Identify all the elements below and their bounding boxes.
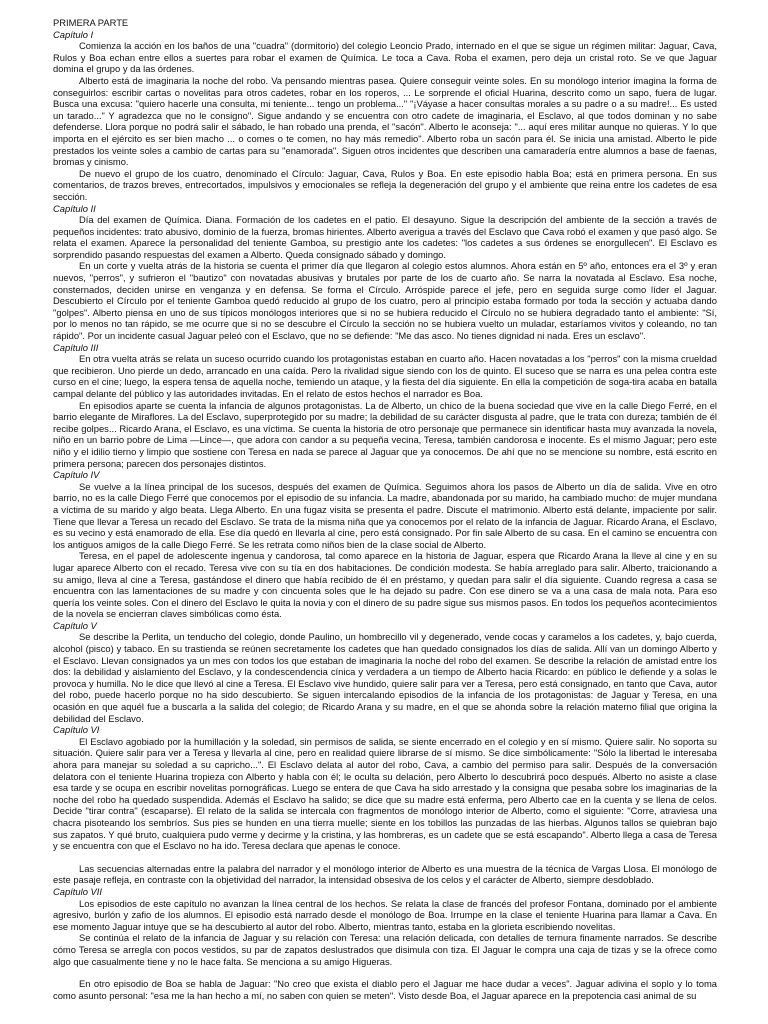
chapter-heading: Capítulo IV [53,469,100,481]
paragraph: En otro episodio de Boa se habla de Jaguar: "No creo que exista el diablo pero el Jaguar me hace dudar a veces". Jaguar adivina el soplo y lo toma como asunto personal: "esa me la han hecho a mí, no saben con quien se meten". Visto desde Boa, el Jaguar aparece en la prepotencia casi animal de su [53,978,717,1001]
paragraph-gap [53,852,717,863]
document-body [53,29,717,1002]
paragraph-gap [53,967,717,978]
paragraph: En un corte y vuelta atrás de la historia se cuenta el primer día que llegaron al colegio estos alumnos. Ahora están en 5º año, entonces era el 3º y eran nuevos, "perros", y sufrieron el "bautizo" con novatadas abusivas y brutales por parte de los de cuarto año. Se narra la novatada al Esclavo. Esa noche, consternados, deciden unirse en venganza y en defensa. Se forma el Círculo. Arróspide parece el jefe, pero en seguida surge como líder el Jaguar. Descubierto el Círculo por el teniente Gamboa quedó reducido al grupo de los cuatro, pero al principio estaba formado por toda la sección y actuaba dando "golpes". Alberto piensa en uno de sus típicos monólogos interiores que si no se hubiera reducido el Círculo no se hubiera degradado tanto el ambiente: "Sí, por lo menos no tan rápido, se me ocurre que si no se descubre el Círculo la sección no se hubiera vuelto un muladar, estaríamos vivitos y coleando, no tan rápido". Por un incidente casual Jaguar peleó con el Esclavo, que no se defiende: "Me das asco. No tienes dignidad ni nada. Eres un esclavo". [53,260,717,342]
paragraph: Teresa, en el papel de adolescente ingenua y candorosa, tal como aparece en la historia de Jaguar, espera que Ricardo Arana la lleve al cine y en su lugar aparece Alberto con el recado. Teresa vive con su tía en dos habitaciones. De condición modesta. Se había arreglado para salir. Alberto, traicionando a su amigo, lleva al cine a Teresa, gastándose el dinero que había recibido de él en préstamo, y quedan para salir el día siguiente. Cuando regresa a casa se encuentra con las lamentaciones de su madre y con cincuenta soles que le ha dejado su padre. Con ese dinero se va a una casa de mala nota. Para eso quería los veinte soles. Con el dinero del Esclavo le quita la novia y con el dinero de su padre sigue sus mismos pasos. En todos los pequeños acontecimientos de la novela se encierran claves simbólicas como ésta. [53,550,717,620]
paragraph: Se describe la Perlita, un tenducho del colegio, donde Paulino, un hombrecillo vil y degenerado, vende cocas y caramelos a los cadetes, y, bajo cuerda, alcohol (pisco) y tabaco. En su trastienda se reúnen secretamente los cadetes que han quedado consignados los días de salida. Allí van un domingo Alberto y el Esclavo. Llevan consignados ya un mes con todos los que estaban de imaginaria la noche del robo del examen. Se describe la relación de amistad entre los dos: la debilidad y aislamiento del Esclavo, y la condescendencia cínica y verdadera a un tiempo de Alberto hacia Ricardo: en público le defiende y a solas le provoca y humilla. No le dice que llevó al cine a Teresa. El Esclavo vive hundido, quiere salir para ver a Teresa, pero está consignado, en tanto que Cava, autor del robo, puede hacerlo porque no ha sido descubierto. Se siguen intercalando episodios de la infancia de los protagonistas: de Jaguar y Teresa, en una ocasión en que aquél fue a buscarla a la salida del colegio; de Ricardo Arana y su madre, en el que se ahonda sobre la relación materno filial que origina la debilidad del Esclavo. [53,631,717,724]
chapter-heading: Capítulo V [53,619,97,631]
chapter-heading: Capítulo I [53,28,94,40]
paragraph: Se vuelve a la línea principal de los sucesos, después del examen de Química. Seguimos ahora los pasos de Alberto un día de salida. Vive en otro barrio, no es la calle Diego Ferré que conocemos por el episodio de su infancia. La madre, abandonada por su marido, ha cambiado mucho: de mujer mundana a víctima de su marido y algo beata. Llega Alberto. En una fugaz visita se presenta el padre. Discute el matrimonio. Alberto está delante, impaciente por salir. Tiene que llevar a Teresa un recado del Esclavo. Se trata de la misma niña que ya conocemos por el relato de la infancia de Jaguar. Ricardo Arana, el Esclavo, es su vecino y está enamorado de ella. Ese día quedó en llevarla al cine, pero está consignado. Por fin sale Alberto de su casa. En el camino se encuentra con los antiguos amigos de la calle Diego Ferré. Se les retrata como niños bien de la clase social de Alberto. [53,480,717,550]
chapter-heading: Capítulo III [53,341,99,353]
paragraph: En episodios aparte se cuenta la infancia de algunos protagonistas. La de Alberto, un chico de la buena sociedad que vive en la calle Diego Ferré, en el barrio elegante de Miraflores. La del Esclavo, superprotegido por su madre; la debilidad de su carácter disgusta al padre, que le trata con dureza; también de él recibe golpes... Ricardo Arana, el Esclavo, es una víctima. Se cuenta la historia de otro personaje que permanece sin identificar hasta muy avanzada la novela, niño en un barrio pobre de Lima —Lince—, que adora con candor a su pequeña vecina, Teresa, también candorosa e inocente. Es el mismo Jaguar; pero este niño y el idilio tierno y limpio que sostiene con Teresa en nada se parece al Jaguar que ya conocemos. De ahí que no se mencione su nombre, está escrito en primera persona; parecen dos personajes distintos. [53,399,717,469]
paragraph: De nuevo el grupo de los cuatro, denominado el Círculo: Jaguar, Cava, Rulos y Boa. En este episodio habla Boa; está en primera persona. En sus comentarios, de trazos breves, entrecortados, impulsivos y emocionales se refleja la degeneración del grupo y el ambiente que reina entre los cadetes de esa sección. [53,167,717,202]
paragraph: Los episodios de este capítulo no avanzan la línea central de los hechos. Se relata la clase de francés del profesor Fontana, dominado por el ambiente agresivo, burlón y zafio de los alumnos. El episodio está narrado desde el monólogo de Boa. Irrumpe en la clase el teniente Huarina para llamar a Cava. En ese momento Jaguar intuye que se ha descubierto al autor del robo. Alberto, mientras tanto, estaba en la glorieta escribiendo novelitas. [53,897,717,932]
paragraph: Las secuencias alternadas entre la palabra del narrador y el monólogo interior de Alberto es una muestra de la técnica de Vargas Llosa. El monólogo de este pasaje refleja, en contraste con la objetividad del narrador, la intensidad obsesiva de los celos y el carácter de Alberto, siempre desdoblado. [53,862,717,886]
chapter-heading: Capítulo VI [53,724,100,736]
chapter-heading: Capítulo VII [53,885,102,897]
paragraph: Comienza la acción en los baños de una "cuadra" (dormitorio) del colegio Leoncio Prado, internado en el que se sigue un régimen militar: Jaguar, Cava, Rulos y Boa echan entre ellos a suertes para robar el examen de Química. Le toca a Cava. Roba el examen, pero deja un cristal roto. Se ve que Jaguar domina el grupo y da las órdenes. [53,40,717,75]
paragraph: En otra vuelta atrás se relata un suceso ocurrido cuando los protagonistas estaban en cuarto año. Hacen novatadas a los "perros" con la misma crueldad que recibieron. Uno pierde un dedo, arrancado en una caída. Pero la rivalidad sigue siendo con los de quinto. El suceso que se narra es una pelea contra este curso en el cine; luego, la espera tensa de aquella noche, temiendo un ataque, y la fiesta del día siguiente. En ella la competición de soga-tira acaba en batalla campal delante del público y las autoridades invitadas. En el relato de estos hechos el narrador es Boa. [53,353,717,399]
paragraph: Se continúa el relato de la infancia de Jaguar y su relación con Teresa: una relación delicada, con detalles de ternura finamente narrados. Se describe cómo Teresa se arregla con pocos vestidos, su par de zapatos deslustrados que disimula con tiza. El Jaguar le compra una caja de tizas y se la ofrece como algo que casualmente tiene y no le hace falta. Se menciona a su amigo Higueras. [53,932,717,967]
paragraph: El Esclavo agobiado por la humillación y la soledad, sin permisos de salida, se siente encerrado en el colegio y en sí mismo. Quiere salir. No soporta su situación. Quiere salir para ver a Teresa y llevarla al cine, pero en realidad quiere librarse de sí mismo. Se dice simbólicamente: "Sólo la libertad le interesaba ahora para manejar su soledad a su capricho...". El Esclavo delata al autor del robo, Cava, a cambio del permiso para salir. Después de la conversación delatora con el teniente Huarina tropieza con Alberto y habla con él; le oculta su delación, pero Alberto lo descubrirá poco después. Alberto no asiste a clase esa tarde y se ocupa en escribir novelitas pornográficas. Luego se entera de que Cava ha sido arrestado y la consigna que pesaba sobre los imaginarias de la noche del robo ha quedado suspendida. Además el Esclavo ha salido; se dice que su madre está enferma, pero Alberto cae en la cuenta y se llena de celos. Decide "tirar contra" (escaparse). El relato de la salida se intercala con fragmentos de monólogo interior de Alberto, como el siguiente: "Corre, atraviesa una chacra pisoteando los sembríos. Sus pies se hunden en una tierra muelle; siente en los tobillos las punzadas de las hierbas. Algunos tallos se quiebran bajo sus zapatos. Y qué bruto, cualquiera pudo verme y decirme y la cristina, y las hombreras, es un cadete que se está escapando". Alberto llega a casa de Teresa y se encuentra con que el Esclavo no ha ido. Teresa declara que apenas le conoce. [53,735,717,852]
paragraph: Alberto está de imaginaria la noche del robo. Va pensando mientras pasea. Quiere conseguir veinte soles. En su monólogo interior imagina la forma de conseguirlos: escribir cartas o novelitas para otros cadetes, robar en los roperos, ... Le sorprende el oficial Huarina, descrito como un sapo, fuera de lugar. Busca una excusa: "quiero hacerle una consulta, mi teniente... tengo un problema..." "¡Váyase a hacer consultas morales a su padre o a su madre!... Es usted un tarado..." Y agradezca que no le consigno". Sigue andando y se encuentra con otro cadete de imaginaria, el Esclavo, al que todos dominan y no sabe defenderse. Llora porque no podrá salir el sábado, le han robado una prenda, el "sacón". Alberto le aconseja: "... aquí eres militar aunque no quieras. Y lo que importa en el ejército es ser bien macho ... o comes o te comen, no hay más remedio". Alberto roba un sacón para él. Se inicia una amistad. Alberto le pide prestados los veinte soles a cambio de cartas para su "enamorada". Siguen otros incidentes que describen una camaradería entre alumnos a base de faenas, bromas y cinismo. [53,74,717,168]
document-page [53,17,717,1017]
part-heading: PRIMERA PARTE [53,17,129,28]
paragraph: Día del examen de Química. Diana. Formación de los cadetes en el patio. El desayuno. Sigue la descripción del ambiente de la sección a través de pequeños incidentes: trato abusivo, dominio de la fuerza, bromas hirientes. Alberto averigua a través del Esclavo que Cava robó el examen y que pasó algo. Se relata el examen. Aparece la personalidad del teniente Gamboa, su prestigio ante los cadetes: "los cadetes a sus órdenes se enorgullecen". El Esclavo es sorprendido pasando respuestas del examen a Alberto. Queda consignado sábado y domingo. [53,214,717,260]
chapter-heading: Capítulo II [53,202,96,214]
